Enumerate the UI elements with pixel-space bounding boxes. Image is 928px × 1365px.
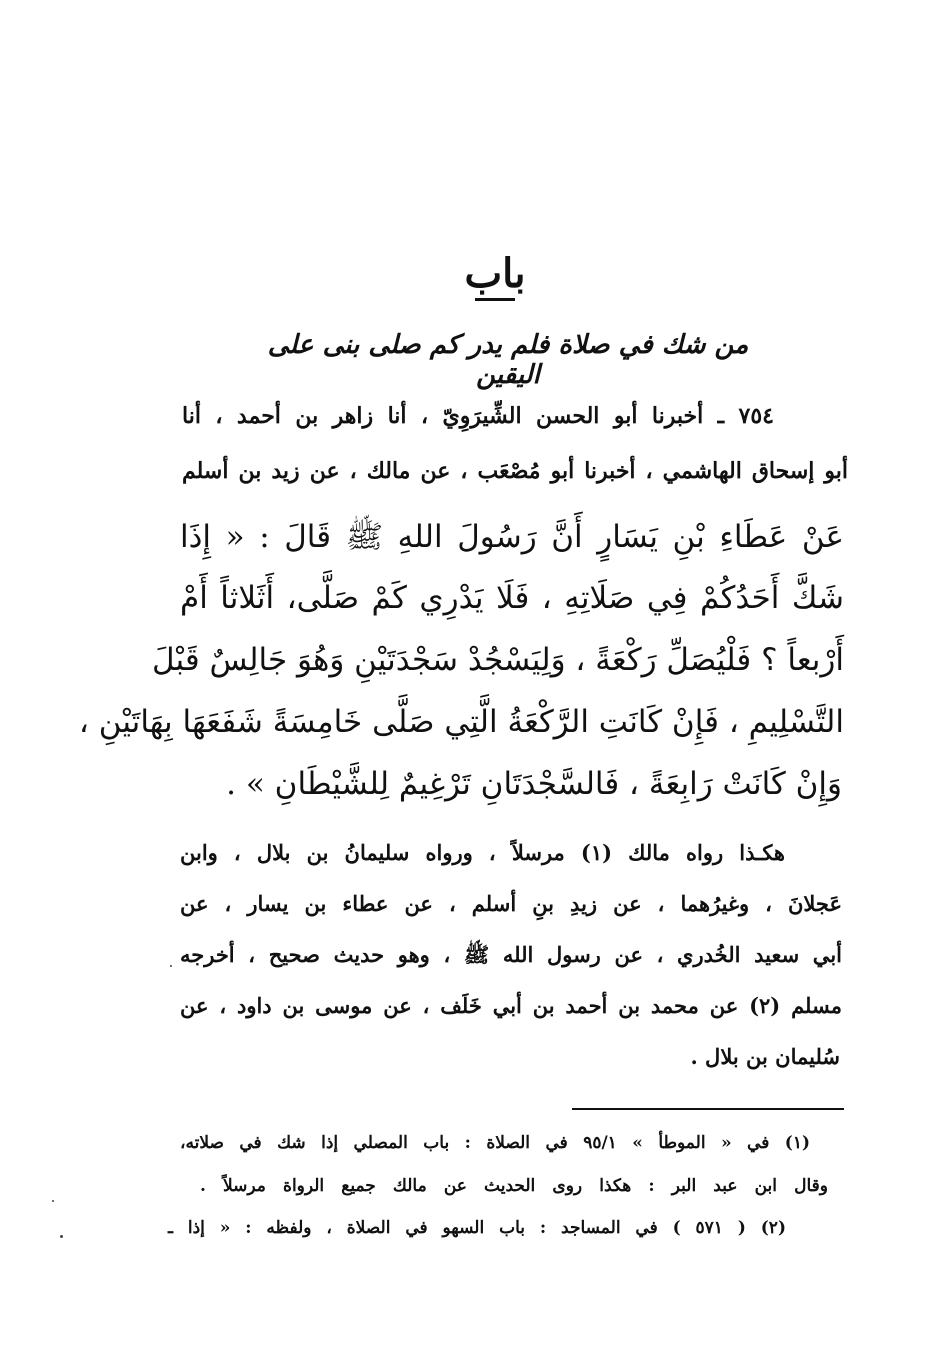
matn-line: وَإِنْ كَانَتْ رَابِعَةً ، فَالسَّجْدَتَانِ تَرْغِيمٌ لِلشَّيْطَانِ » . [226,766,842,802]
footnote-line: (١) في « الموطأ » ٩٥/١ في الصلاة : باب المصلي إذا شك في صلاته، [180,1133,811,1153]
matn-line: التَّسْلِيمِ ، فَإِنْ كَانَتِ الرَّكْعَةُ الَّتِي صَلَّى خَامِسَةً شَفَعَهَا بِهَاتَيْنِ ، [78,704,844,740]
commentary-line: عَجلانَ ، وغيرُهما ، عن زيدِ بنِ أسلم ، عن عطاء بن يسار ، عن [180,891,842,916]
matn-line: عَنْ عَطَاءِ بْنِ يَسَارٍ أَنَّ رَسُولَ اللهِ ﷺ قَالَ : « إِذَا [180,519,844,555]
commentary-line: هكـذا رواه مالك (١) مرسلاً ، ورواه سليمانُ بن بلال ، وابن [180,840,785,865]
chapter-subtitle: من شك في صلاة فلم يدر كم صلى بنى على اليقين [267,330,749,390]
scan-speck [170,965,172,967]
footnote-separator [572,1108,844,1110]
commentary-line: سُليمان بن بلال . [690,1044,840,1069]
chapter-title: باب [464,250,526,297]
commentary-line: مسلم (٢) عن محمد بن أحمد بن أبي خَلَف ، عن موسى بن داود ، عن [180,993,842,1018]
footnote-line: (٢) ( ٥٧١ ) في المساجد : باب السهو في الصلاة ، ولفظه : « إذا ـ [168,1218,786,1238]
scan-speck [52,1200,54,1202]
chapter-title-underline [475,298,515,301]
isnad-line: ٧٥٤ ـ أخبرنا أبو الحسن الشِّيرَوِيّ ، أنا زاهر بن أحمد ، أنا [182,403,774,429]
matn-line: شَكَّ أَحَدُكُمْ فِي صَلَاتِهِ ، فَلَا يَدْرِي كَمْ صَلَّى، أَثَلاثاً أَمْ [180,580,844,616]
isnad-line: أبو إسحاق الهاشمي ، أخبرنا أبو مُصْعَب ، عن مالك ، عن زيد بن أسلم [182,458,848,484]
scan-speck [60,1235,63,1238]
footnote-line: وقال ابن عبد البر : هكذا روى الحديث عن مالك جميع الرواة مرسلاً . [200,1176,828,1196]
matn-line: أَرْبعاً ؟ فَلْيُصَلِّ رَكْعَةً ، وَلِيَسْجُدْ سَجْدَتَيْنِ وَهُوَ جَالِسٌ قَبْلَ [152,642,844,678]
commentary-line: أبي سعيد الخُدري ، عن رسول الله ﷺ ، وهو حديث صحيح ، أخرجه [180,942,842,967]
